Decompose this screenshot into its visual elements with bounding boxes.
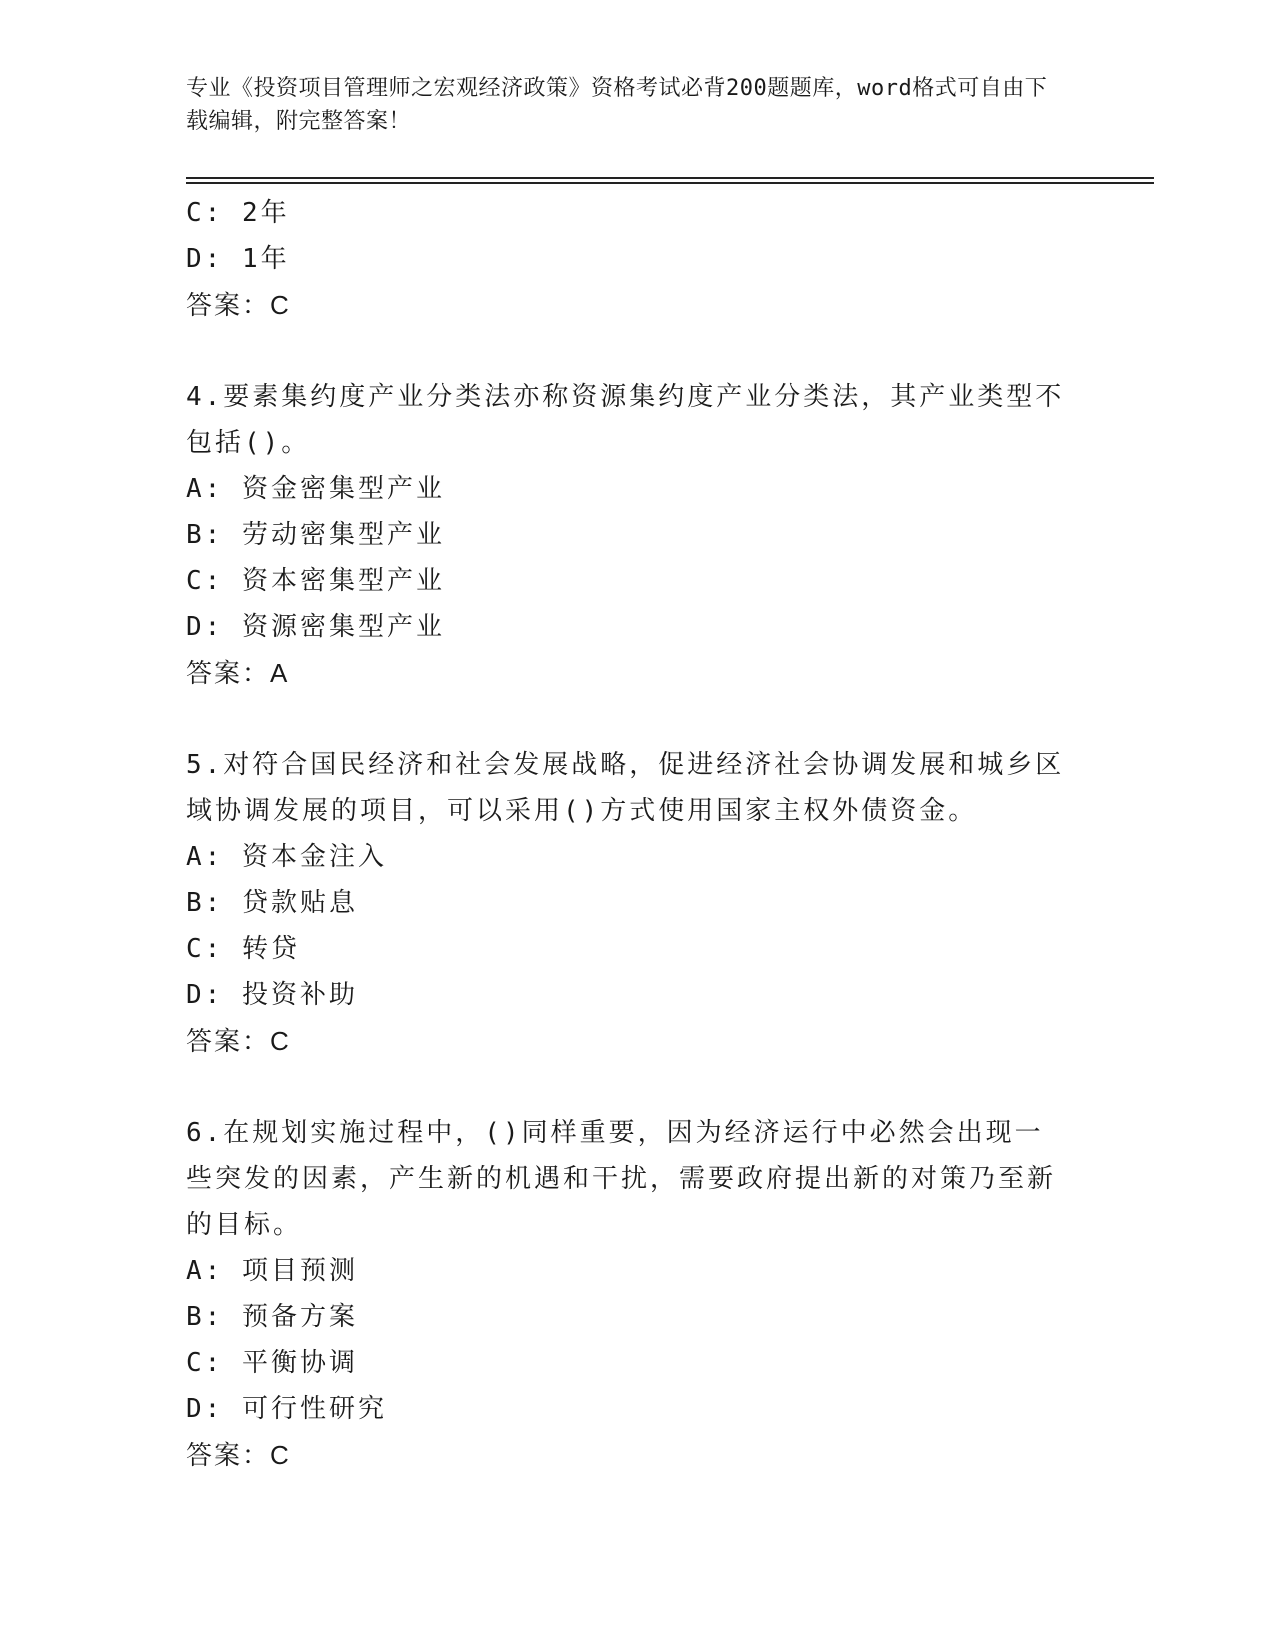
header-divider-top [186,177,1154,179]
option-c: C: 转贷 [186,934,300,964]
option-c: C: 资本密集型产业 [186,566,445,596]
option-d: D: 资源密集型产业 [186,612,445,642]
answer: 答案：C [186,1440,291,1470]
answer: 答案：C [186,290,291,320]
option-b: B: 劳动密集型产业 [186,520,445,550]
option-d: D: 投资补助 [186,980,358,1010]
option-a: A: 项目预测 [186,1256,358,1286]
answer: 答案：A [186,658,290,688]
answer: 答案：C [186,1026,291,1056]
question-block [186,742,1066,1064]
option-a: A: 资本金注入 [186,842,387,872]
header-title: 专业《投资项目管理师之宏观经济政策》资格考试必背200题题库，word格式可自由下载编辑，附完整答案！ [186,76,1048,134]
question-block [186,1110,1066,1478]
option-c: C: 2年 [186,198,290,228]
continued-question [186,190,1066,328]
spacer [186,696,1066,742]
option-c: C: 平衡协调 [186,1348,358,1378]
option-d: D: 可行性研究 [186,1394,387,1424]
question-text: 4.要素集约度产业分类法亦称资源集约度产业分类法，其产业类型不包括()。 [186,382,1065,458]
header-divider-bottom [186,182,1154,184]
option-b: B: 预备方案 [186,1302,358,1332]
document-header [186,72,1066,138]
option-d: D: 1年 [186,244,290,274]
question-text: 6.在规划实施过程中，()同样重要，因为经济运行中必然会出现一些突发的因素，产生新的机遇和干扰，需要政府提出新的对策乃至新的目标。 [186,1118,1057,1240]
option-b: B: 贷款贴息 [186,888,358,918]
spacer [186,1064,1066,1110]
question-text: 5.对符合国民经济和社会发展战略，促进经济社会协调发展和城乡区域协调发展的项目，可以采用()方式使用国家主权外债资金。 [186,750,1065,826]
option-a: A: 资金密集型产业 [186,474,445,504]
question-block [186,374,1066,696]
document-body [186,190,1066,1478]
spacer [186,328,1066,374]
